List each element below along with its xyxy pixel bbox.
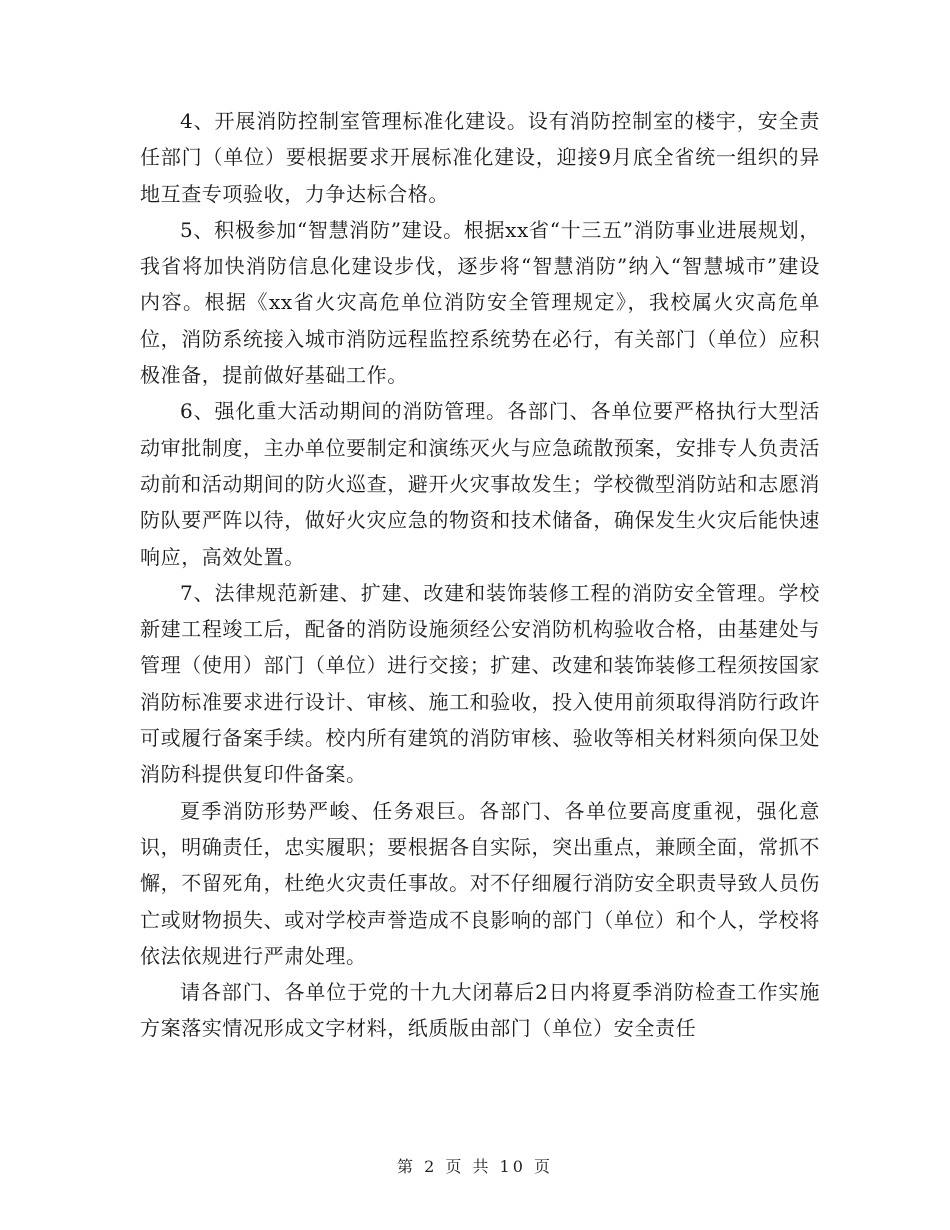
page-number-footer: 第 2 页 共 10 页 — [397, 1157, 553, 1176]
paragraph-summary: 夏季消防形势严峻、任务艰巨。各部门、各单位要高度重视，强化意识，明确责任，忠实履职；要根据各自实际，突出重点，兼顾全面，常抓不懈，不留死角，杜绝火灾责任事故。对不仔细履行消防安全职责导致人员伤亡或财物损失、或对学校声誉造成不良影响的部门（单位）和个人，学校将依法依规进行严肃处理。 — [140, 798, 820, 968]
paragraph-item-7: 7、法律规范新建、扩建、改建和装饰装修工程的消防安全管理。学校新建工程竣工后，配备的消防设施须经公安消防机构验收合格，由基建处与管理（使用）部门（单位）进行交接；扩建、改建和装饰装修工程须按国家消防标准要求进行设计、审核、施工和验收，投入使用前须取得消防行政许可或履行备案手续。校内所有建筑的消防审核、验收等相关材料须向保卫处消防科提供复印件备案。 — [140, 580, 820, 787]
paragraph-item-6: 6、强化重大活动期间的消防管理。各部门、各单位要严格执行大型活动审批制度，主办单位要制定和演练灭火与应急疏散预案，安排专人负责活动前和活动期间的防火巡查，避开火灾事故发生；学校微型消防站和志愿消防队要严阵以待，做好火灾应急的物资和技术储备，确保发生火灾后能快速响应，高效处置。 — [140, 399, 820, 569]
paragraph-item-4: 4、开展消防控制室管理标准化建设。设有消防控制室的楼宇，安全责任部门（单位）要根据要求开展标准化建设，迎接9月底全省统一组织的异地互查专项验收，力争达标合格。 — [140, 109, 820, 206]
paragraph-item-5: 5、积极参加“智慧消防”建设。根据xx省“十三五”消防事业进展规划，我省将加快消防信息化建设步伐，逐步将“智慧消防”纳入“智慧城市”建设内容。根据《xx省火灾高危单位消防安全管理规定》，我校属火灾高危单位，消防系统接入城市消防远程监控系统势在必行，有关部门（单位）应积极准备，提前做好基础工作。 — [140, 217, 820, 388]
paragraph-request: 请各部门、各单位于党的十九大闭幕后2日内将夏季消防检查工作实施方案落实情况形成文字材料，纸质版由部门（单位）安全责任 — [140, 980, 820, 1041]
document-body — [140, 103, 820, 1047]
